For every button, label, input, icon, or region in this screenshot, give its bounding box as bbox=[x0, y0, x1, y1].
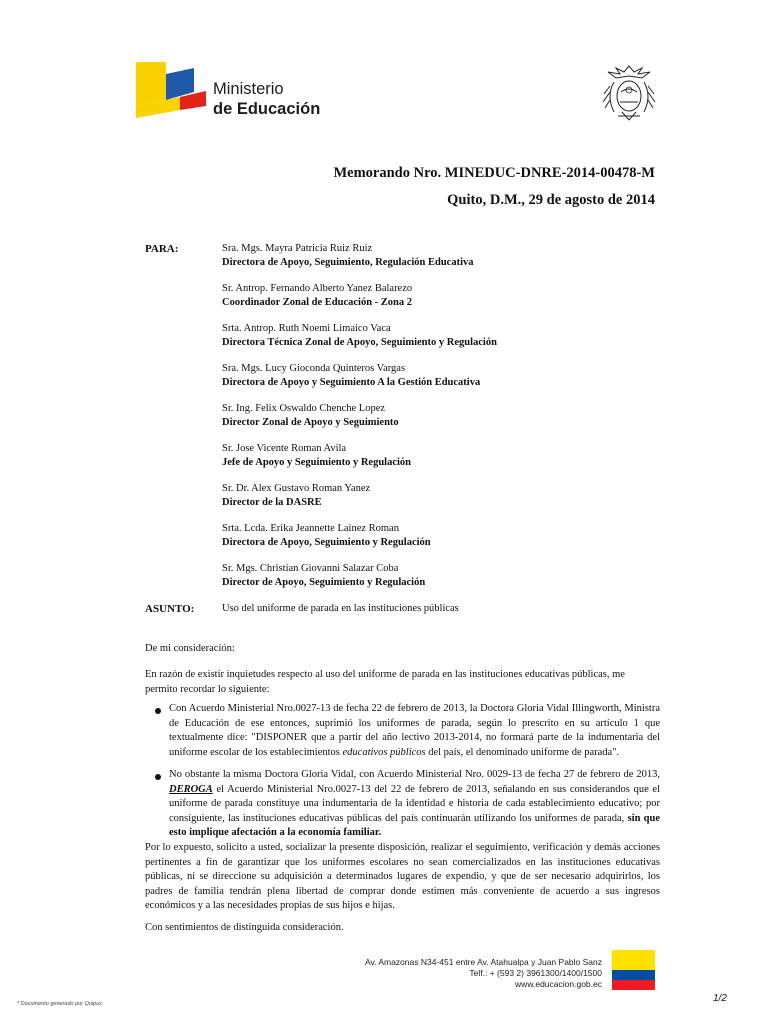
footer-address-line: Av. Amazonas N34-451 entre Av. Atahualpa y Juan Pablo Sanz bbox=[364, 957, 602, 967]
logo-line1: Ministerio bbox=[213, 80, 284, 98]
recipient-title: Directora Técnica Zonal de Apoyo, Seguimiento y Regulación bbox=[222, 337, 497, 348]
recipient bbox=[222, 522, 431, 550]
bullet-icon bbox=[155, 774, 161, 780]
greeting: De mi consideración: bbox=[145, 643, 235, 654]
intro-paragraph: En razón de existir inquietudes respecto al uso del uniforme de parada en las instituciones educativas públicas, me permito recordar lo siguiente: bbox=[145, 669, 625, 695]
recipient-name: Sr. Dr. Alex Gustavo Roman Yanez bbox=[222, 483, 371, 494]
recipient-title: Directora de Apoyo y Seguimiento A la Gestión Educativa bbox=[222, 377, 481, 388]
recipient bbox=[222, 322, 497, 350]
bullet2-emphasis: DEROGA bbox=[169, 783, 213, 795]
bullet-paragraph-1 bbox=[169, 702, 660, 760]
recipient bbox=[222, 482, 370, 510]
recipient bbox=[222, 402, 399, 430]
logo-text bbox=[213, 79, 320, 119]
bullet2-text-middle: el Acuerdo Ministerial Nro.0027-13 del 22 de febrero de 2013, señalando en sus considerandos que el uniforme de parada constituye una indumentaria de la identidad e historia de cada establecimiento educativo; por consiguiente, las instituciones educativas públicas del país continuarán utilizando los uniformes de parada, bbox=[169, 783, 660, 824]
recipient-name: Sr. Mgs. Christian Giovanni Salazar Coba bbox=[222, 563, 399, 574]
recipient-title: Jefe de Apoyo y Seguimiento y Regulación bbox=[222, 457, 411, 468]
recipient-name: Srta. Antrop. Ruth Noemi Limaico Vaca bbox=[222, 323, 391, 334]
generated-note: * Documento generado por Quipux bbox=[17, 1001, 102, 1007]
footer-contact bbox=[365, 957, 602, 990]
logo-line2: de Educación bbox=[213, 100, 321, 118]
bullet2-text: No obstante la misma Doctora Gloria Vidal, con Acuerdo Ministerial Nro. 0029-13 de fecha 27 de febrero de 2013, bbox=[169, 769, 660, 780]
footer-web-link[interactable]: www.educacion.gob.ec bbox=[515, 979, 602, 989]
recipient-title: Directora de Apoyo, Seguimiento y Regulación bbox=[222, 537, 431, 548]
bullet2-bold: sin que esto implique afectación a la economía familiar. bbox=[169, 812, 660, 838]
closing: Con sentimientos de distinguida consideración. bbox=[145, 922, 344, 933]
recipient bbox=[222, 362, 480, 390]
recipient-title: Directora de Apoyo, Seguimiento, Regulación Educativa bbox=[222, 257, 474, 268]
memo-number: Memorando Nro. MINEDUC-DNRE-2014-00478-M bbox=[333, 165, 655, 181]
bullet-icon bbox=[155, 708, 161, 714]
bullet1-italic: educativos públicos bbox=[342, 746, 426, 758]
recipient-title: Director de la DASRE bbox=[222, 497, 322, 508]
recipient-title: Director Zonal de Apoyo y Seguimiento bbox=[222, 417, 399, 428]
page-number: 1/2 bbox=[713, 993, 727, 1004]
footer-phone: Telf.: + (593 2) 3961300/1400/1500 bbox=[469, 968, 602, 978]
recipient-name: Sr. Jose Vicente Roman Avila bbox=[222, 443, 347, 454]
recipient bbox=[222, 562, 425, 590]
recipient-name: Sr. Ing. Felix Oswaldo Chenche Lopez bbox=[222, 403, 386, 414]
asunto-text: Uso del uniforme de parada en las instituciones públicas bbox=[222, 603, 459, 614]
recipient-name: Sr. Antrop. Fernando Alberto Yanez Balarezo bbox=[222, 283, 413, 294]
ministerio-logo-icon bbox=[136, 62, 206, 118]
asunto-label: ASUNTO: bbox=[145, 603, 195, 615]
recipient bbox=[222, 442, 411, 470]
recipient-name: Sra. Mgs. Lucy Gioconda Quinteros Vargas bbox=[222, 363, 406, 374]
memo-date: Quito, D.M., 29 de agosto de 2014 bbox=[447, 192, 655, 208]
bullet1-text: Con Acuerdo Ministerial Nro.0027-13 de fecha 22 de febrero de 2013, la Doctora Gloria Vidal Illingworth, Ministra de Educación de ese entonces, suprimió los uniformes de parada, según lo prescrito en su artículo 1 que textualmente dice: "DISPONER que a partir del año lectivo 2013-2014, no formará parte de la indumentaria del uniforme escolar de los establecimientos bbox=[169, 703, 660, 758]
ecuador-flag-icon bbox=[612, 950, 655, 990]
para-label: PARA: bbox=[145, 243, 179, 255]
recipient-title: Director de Apoyo, Seguimiento y Regulación bbox=[222, 577, 426, 588]
recipient-name: Srta. Lcda. Erika Jeannette Lainez Roman bbox=[222, 523, 399, 534]
bullet-paragraph-2 bbox=[169, 768, 660, 841]
recipient bbox=[222, 282, 412, 310]
bullet1-text-end: del país, el denominado uniforme de parada". bbox=[425, 746, 620, 758]
recipient-name: Sra. Mgs. Mayra Patricia Ruiz Ruiz bbox=[222, 243, 373, 254]
recipient bbox=[222, 242, 474, 270]
recipient-title: Coordinador Zonal de Educación - Zona 2 bbox=[222, 297, 413, 308]
request-paragraph: Por lo expuesto, solicito a usted, socializar la presente disposición, realizar el seguimiento, verificación y demás acciones pertinentes a fin de garantizar que los uniformes escolares no sean comercializados en las instituciones educativas públicas, ni se direccione su adquisición a determinados lugares de expendio, y que de ser necesario adquirirlos, los padres de familia tendrán plena libertad de comprar donde estimen más conveniente de acuerdo a sus ingresos económicos y a las necesidades propias de sus hijos e hijas. bbox=[145, 842, 660, 911]
ecuador-coat-of-arms-icon bbox=[600, 62, 658, 124]
